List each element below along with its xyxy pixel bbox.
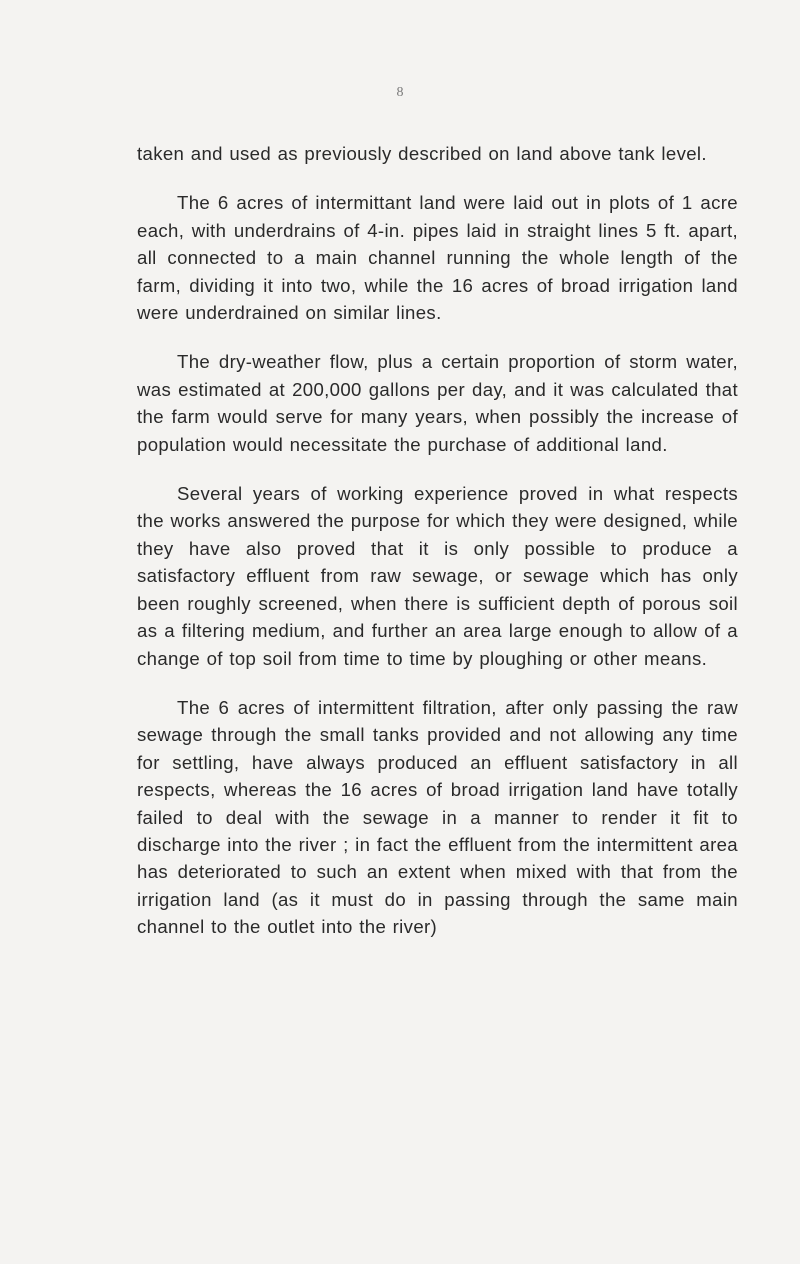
paragraph-dry-weather-flow: The dry-weather flow, plus a certain proportion of storm water, was estimated at 200,000 gallons per day, and it was calculated that the farm would serve for many years, when possibly the increase of population would necessitate the purchase of additional land. (137, 351, 738, 455)
paragraph-working-experience: Several years of working experience proved in what respects the works answered the purpose for which they were designed, while they have also proved that it is only possible to produce a satisfactory effluent from raw sewage, or sewage which has only been roughly screened, when there is sufficient depth of porous soil as a filtering medium, and further an area large enough to allow of a change of top soil from time to time by ploughing or other means. (137, 483, 738, 669)
paragraph-intermittant-land: The 6 acres of intermittant land were laid out in plots of 1 acre each, with underdrains of 4-in. pipes laid in straight lines 5 ft. apart, all connected to a main channel running the whole length of the farm, dividing it into two, while the 16 acres of broad irrigation land were underdrained on similar lines. (137, 192, 738, 324)
paragraph-continuation: taken and used as previously described on land above tank level. (137, 143, 707, 164)
paragraph-intermittent-filtration: The 6 acres of intermittent filtration, after only passing the raw sewage through the small tanks provided and not allowing any time for settling, have always produced an effluent satisfactory in all respects, whereas the 16 acres of broad irrigation land have totally failed to deal with the sewage in a manner to render it fit to discharge into the river ; in fact the effluent from the intermittent area has deteriorated to such an extent when mixed with that from the irrigation land (as it must do in passing through the same main channel to the outlet into the river) (137, 696, 738, 938)
body-text (137, 140, 738, 963)
page-number: 8 (396, 85, 404, 100)
